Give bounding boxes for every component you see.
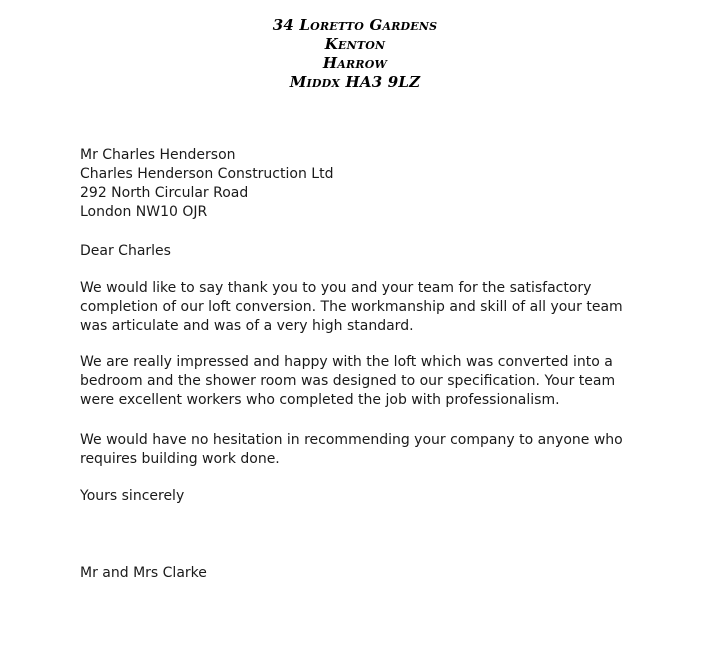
- recipient-address-line: Mr Charles Henderson: [80, 147, 236, 163]
- recipient-address-line: Charles Henderson Construction Ltd: [80, 166, 334, 182]
- recipient-address-line: 292 North Circular Road: [80, 185, 249, 201]
- sender-address: [0, 16, 710, 92]
- sender-address-line: Harrow: [322, 54, 388, 72]
- body-paragraph: We would have no hesitation in recommending your company to anyone who requires building work done.: [80, 432, 623, 467]
- body-paragraph: We are really impressed and happy with the loft which was converted into a bedroom and the shower room was designed to our specification. Your team were excellent workers who completed the job with professionalism.: [80, 354, 616, 408]
- closing: Yours sincerely: [80, 488, 185, 504]
- sender-address-line: Kenton: [324, 35, 386, 53]
- signature: Mr and Mrs Clarke: [80, 565, 207, 581]
- salutation: Dear Charles: [80, 243, 171, 259]
- body-paragraph: We would like to say thank you to you and your team for the satisfactory completion of our loft conversion. The workmanship and skill of all your team was articulate and was of a very high standard.: [80, 280, 623, 334]
- recipient-address-line: London NW10 OJR: [80, 204, 208, 220]
- recipient-address: [80, 146, 680, 222]
- sender-address-line: 34 Loretto Gardens: [272, 16, 438, 34]
- sender-address-line: Middx HA3 9LZ: [289, 73, 421, 91]
